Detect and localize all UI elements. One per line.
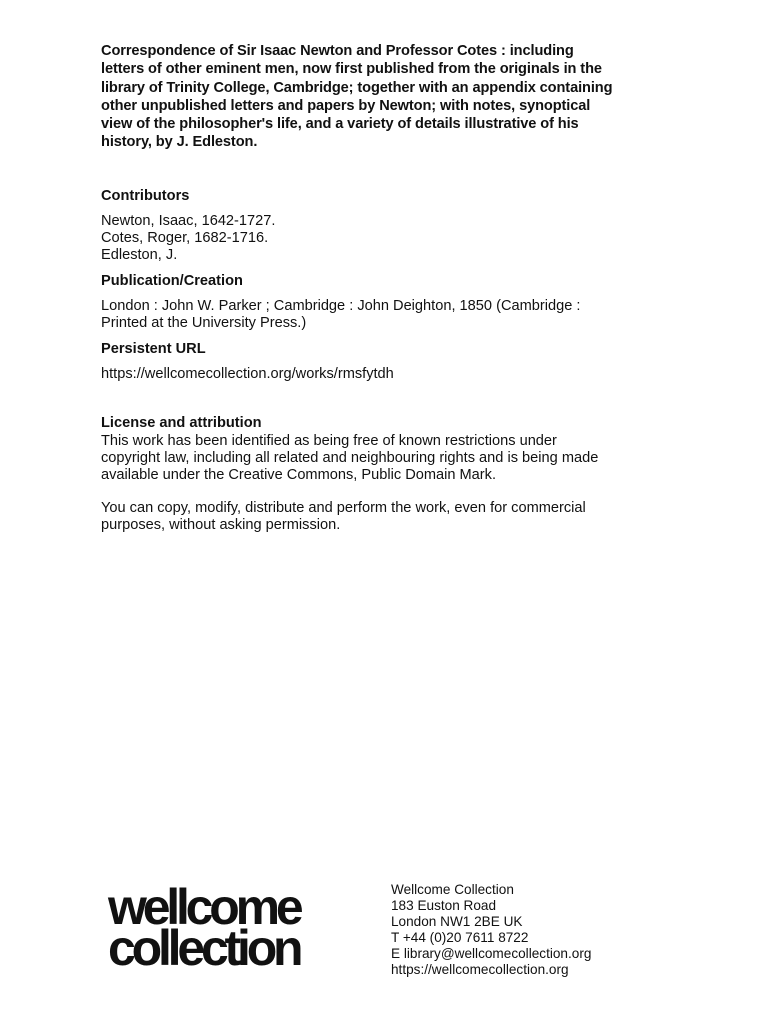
contributor-item: Newton, Isaac, 1642-1727. (101, 212, 276, 229)
publication-heading: Publication/Creation (101, 272, 243, 289)
address-line: London NW1 2BE UK (391, 913, 523, 929)
license-line: This work has been identified as being free of known restrictions under (101, 432, 557, 449)
logo-word: collection (108, 920, 300, 976)
address-line: 183 Euston Road (391, 897, 497, 913)
contact-address (391, 882, 591, 977)
contributor-item: Cotes, Roger, 1682-1716. (101, 229, 269, 246)
persistent-url-link[interactable]: https://wellcomecollection.org/works/rmsfytdh (101, 365, 394, 382)
contributors-list (101, 213, 681, 264)
title-line: history, by J. Edleston. (101, 134, 258, 151)
email-link[interactable]: E library@wellcomecollection.org (391, 945, 592, 961)
address-line: Wellcome Collection (391, 882, 514, 897)
contributor-item: Edleston, J. (101, 246, 178, 263)
title-line: library of Trinity College, Cambridge; together with an appendix containing (101, 79, 613, 96)
reuse-text (101, 500, 681, 534)
title-line: Correspondence of Sir Isaac Newton and Professor Cotes : including (101, 43, 574, 59)
record-title (101, 42, 681, 152)
phone-line: T +44 (0)20 7611 8722 (391, 929, 529, 945)
contributors-heading: Contributors (101, 187, 190, 204)
record-page (101, 42, 681, 534)
website-link[interactable]: https://wellcomecollection.org (391, 961, 569, 977)
reuse-line: You can copy, modify, distribute and perform the work, even for commercial (101, 499, 586, 516)
logo-word: wellcome (108, 879, 300, 935)
license-heading: License and attribution (101, 414, 262, 431)
title-line: letters of other eminent men, now first published from the originals in the (101, 61, 602, 78)
license-text (101, 433, 681, 484)
title-line: view of the philosopher's life, and a variety of details illustrative of his (101, 116, 579, 133)
footer (108, 880, 668, 980)
publication-text (101, 298, 681, 332)
publication-line: London : John W. Parker ; Cambridge : John Deighton, 1850 (Cambridge : (101, 297, 581, 314)
persistent-url-heading: Persistent URL (101, 340, 206, 357)
wellcome-collection-logo (108, 879, 378, 976)
license-line: available under the Creative Commons, Public Domain Mark. (101, 466, 497, 483)
title-line: other unpublished letters and papers by Newton; with notes, synoptical (101, 97, 591, 114)
license-line: copyright law, including all related and neighbouring rights and is being made (101, 449, 599, 466)
publication-line: Printed at the University Press.) (101, 314, 307, 331)
reuse-line: purposes, without asking permission. (101, 516, 341, 533)
